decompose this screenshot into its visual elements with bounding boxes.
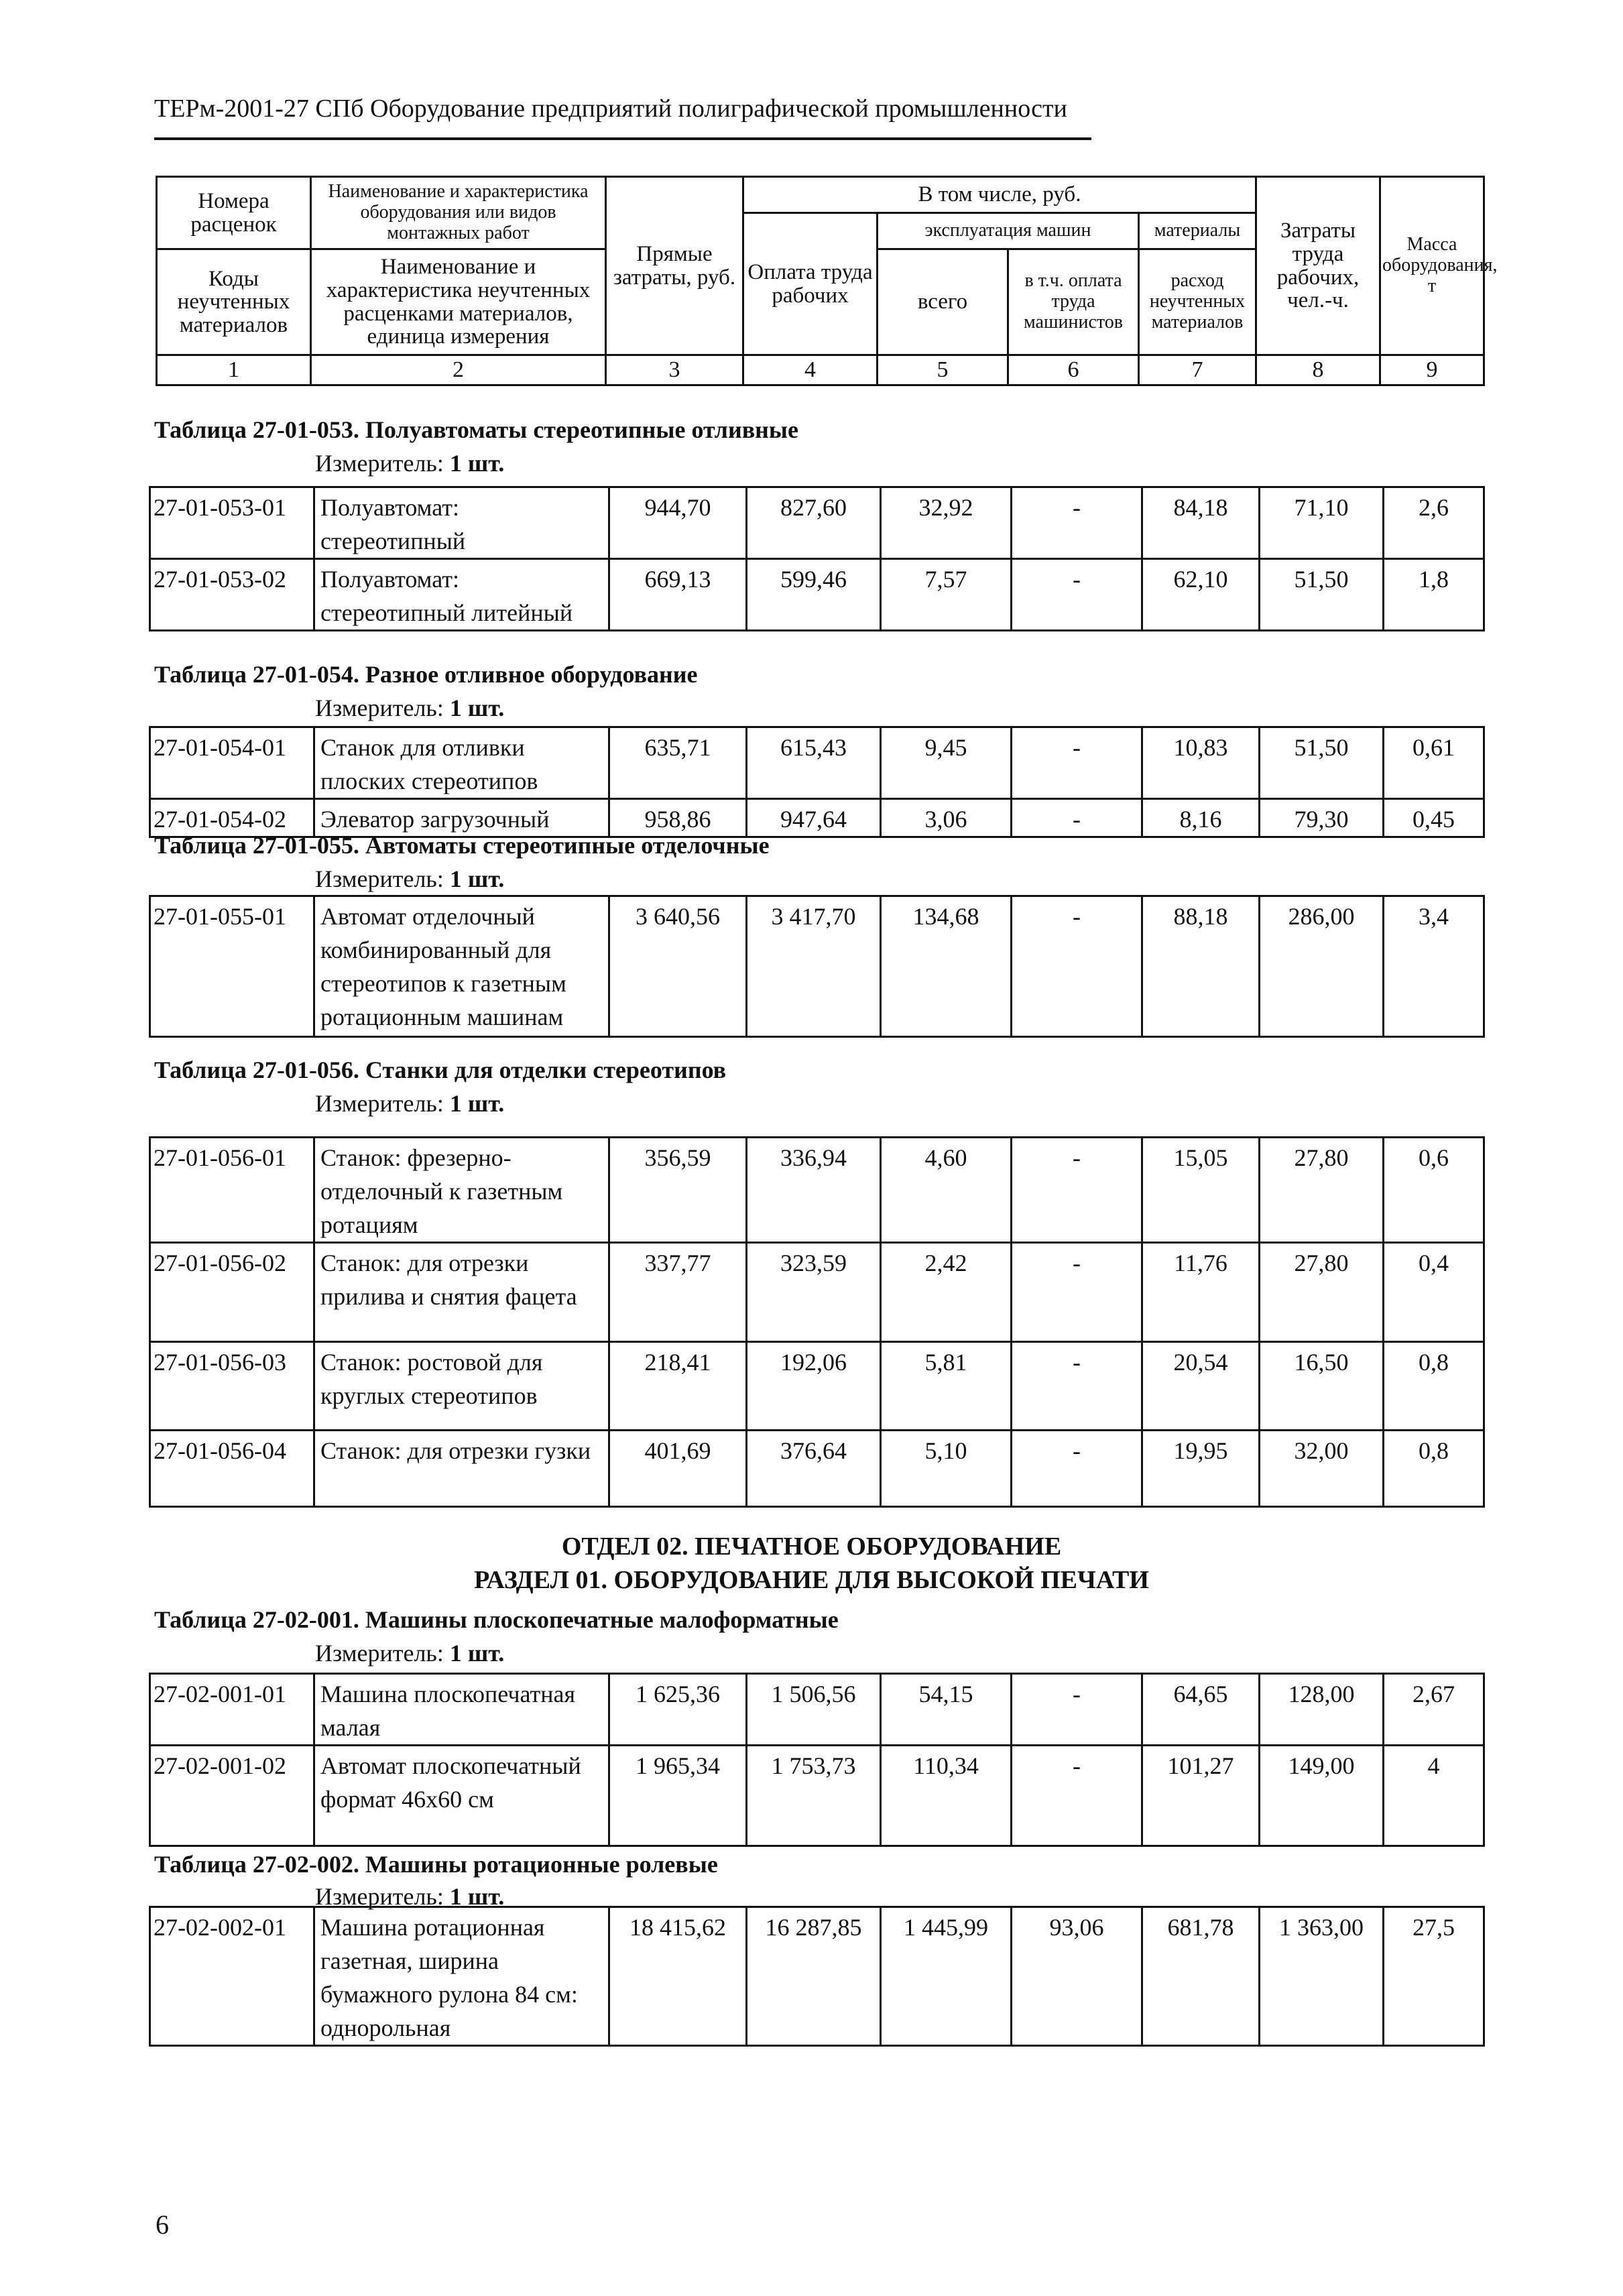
value-cell-5: 2,42 (881, 1243, 1012, 1342)
item-name-cell: Автомат плоскопечатный формат 46х60 см (314, 1746, 609, 1846)
rate-code-cell: 27-01-053-02 (150, 559, 314, 631)
value-cell-9: 1,8 (1384, 559, 1484, 631)
hdr-col1a: Номера расценок (157, 177, 311, 249)
table-row (150, 896, 1484, 1037)
value-cell-3: 401,69 (609, 1431, 747, 1507)
value-cell-8: 71,10 (1260, 487, 1384, 559)
value-cell-9: 27,5 (1384, 1907, 1484, 2046)
item-name-cell: Станок: ростовой для круглых стереотипов (314, 1342, 609, 1431)
value-cell-8: 149,00 (1260, 1746, 1384, 1846)
value-cell-8: 32,00 (1260, 1431, 1384, 1507)
hdr-col9: Масса оборудования, т (1380, 177, 1484, 355)
value-cell-9: 0,6 (1384, 1138, 1484, 1243)
hdr-num-4: 4 (743, 355, 878, 385)
hdr-col1b: Коды неучтенных материалов (157, 249, 311, 355)
value-cell-8: 27,80 (1260, 1138, 1384, 1243)
item-name-cell: Станок: фрезерно-отделочный к газетным ротациям (314, 1138, 609, 1243)
hdr-num-8: 8 (1256, 355, 1380, 385)
item-name-cell: Станок: для отрезки гузки (314, 1431, 609, 1507)
value-cell-5: 4,60 (881, 1138, 1012, 1243)
value-cell-7: 88,18 (1142, 896, 1260, 1037)
value-cell-8: 27,80 (1260, 1243, 1384, 1342)
value-cell-4: 1 753,73 (747, 1746, 881, 1846)
rate-code-cell: 27-01-056-04 (150, 1431, 314, 1507)
value-cell-6: 93,06 (1012, 1907, 1142, 2046)
unit-value: 1 шт. (449, 450, 505, 477)
value-cell-8: 16,50 (1260, 1342, 1384, 1431)
rate-code-cell: 27-01-056-02 (150, 1243, 314, 1342)
hdr-col5: всего (878, 249, 1008, 355)
value-cell-8: 286,00 (1260, 896, 1384, 1037)
table-row (150, 1907, 1484, 2046)
hdr-col4: Оплата труда рабочих (743, 213, 878, 355)
rate-code-cell: 27-01-056-03 (150, 1342, 314, 1431)
unit-value: 1 шт. (449, 694, 505, 721)
table-row (150, 1243, 1484, 1342)
unit-value: 1 шт. (449, 865, 505, 892)
value-cell-4: 1 506,56 (747, 1674, 881, 1746)
value-cell-5: 1 445,99 (881, 1907, 1012, 2046)
item-name-cell: Машина плоскопечатная малая (314, 1674, 609, 1746)
value-cell-6: - (1012, 727, 1142, 799)
table-unit (315, 694, 504, 722)
hdr-mat: материалы (1139, 213, 1256, 249)
item-name-cell: Машина ротационная газетная, ширина бумажного рулона 84 см: однорольная (314, 1907, 609, 2046)
value-cell-6: - (1012, 1243, 1142, 1342)
unit-label: Измеритель: (315, 694, 444, 721)
value-cell-5: 7,57 (881, 559, 1012, 631)
value-cell-4: 376,64 (747, 1431, 881, 1507)
running-header: ТЕРм-2001-27 СПб Оборудование предприятий полиграфической промышленности (154, 95, 1067, 123)
value-cell-6: - (1012, 487, 1142, 559)
value-cell-3: 944,70 (609, 487, 747, 559)
hdr-num-5: 5 (878, 355, 1008, 385)
hdr-num-7: 7 (1139, 355, 1256, 385)
value-cell-8: 51,50 (1260, 559, 1384, 631)
table-row (150, 1138, 1484, 1243)
hdr-num-6: 6 (1008, 355, 1139, 385)
unit-label: Измеритель: (315, 865, 444, 892)
value-cell-7: 11,76 (1142, 1243, 1260, 1342)
value-cell-4: 827,60 (747, 487, 881, 559)
value-cell-3: 669,13 (609, 559, 747, 631)
table-title: Таблица 27-01-053. Полуавтоматы стереотипные отливные (154, 416, 799, 443)
value-cell-9: 0,4 (1384, 1243, 1484, 1342)
hdr-num-1: 1 (157, 355, 311, 385)
value-cell-4: 615,43 (747, 727, 881, 799)
table-unit (315, 1639, 504, 1667)
unit-value: 1 шт. (449, 1090, 505, 1117)
value-cell-7: 84,18 (1142, 487, 1260, 559)
table-unit (315, 865, 504, 893)
unit-label: Измеритель: (315, 1883, 444, 1910)
section-title-otdel: ОТДЕЛ 02. ПЕЧАТНОЕ ОБОРУДОВАНИЕ (561, 1532, 1062, 1561)
item-name-cell: Полуавтомат: стереотипный (314, 487, 609, 559)
hdr-num-9: 9 (1380, 355, 1484, 385)
rate-code-cell: 27-02-001-01 (150, 1674, 314, 1746)
value-cell-6: - (1012, 1138, 1142, 1243)
rate-code-cell: 27-01-055-01 (150, 896, 314, 1037)
value-cell-3: 635,71 (609, 727, 747, 799)
value-cell-5: 110,34 (881, 1746, 1012, 1846)
value-cell-8: 1 363,00 (1260, 1907, 1384, 2046)
unit-label: Измеритель: (315, 1090, 444, 1117)
table-row (150, 487, 1484, 559)
unit-label: Измеритель: (315, 1640, 444, 1667)
value-cell-5: 9,45 (881, 727, 1012, 799)
rate-code-cell: 27-02-002-01 (150, 1907, 314, 2046)
value-cell-7: 8,16 (1142, 799, 1260, 837)
hdr-num-3: 3 (606, 355, 743, 385)
value-cell-3: 337,77 (609, 1243, 747, 1342)
value-cell-6: - (1012, 1746, 1142, 1846)
value-cell-8: 128,00 (1260, 1674, 1384, 1746)
table-row (150, 1431, 1484, 1507)
price-table (149, 895, 1485, 1038)
value-cell-6: - (1012, 559, 1142, 631)
hdr-col2a: Наименование и характеристика оборудования или видов монтажных работ (311, 177, 606, 249)
value-cell-6: - (1012, 896, 1142, 1037)
table-row (150, 1674, 1484, 1746)
value-cell-4: 16 287,85 (747, 1907, 881, 2046)
value-cell-3: 1 965,34 (609, 1746, 747, 1846)
value-cell-5: 32,92 (881, 487, 1012, 559)
table-row (150, 1342, 1484, 1431)
rate-code-cell: 27-01-054-01 (150, 727, 314, 799)
table-title: Таблица 27-02-002. Машины ротационные ролевые (154, 1851, 718, 1878)
value-cell-3: 18 415,62 (609, 1907, 747, 2046)
value-cell-3: 1 625,36 (609, 1674, 747, 1746)
value-cell-4: 3 417,70 (747, 896, 881, 1037)
value-cell-9: 0,61 (1384, 727, 1484, 799)
unit-label: Измеритель: (315, 450, 444, 477)
hdr-num-2: 2 (311, 355, 606, 385)
table-title: Таблица 27-01-056. Станки для отделки стереотипов (154, 1056, 727, 1083)
table-title: Таблица 27-01-054. Разное отливное оборудование (154, 661, 698, 688)
value-cell-6: - (1012, 1674, 1142, 1746)
value-cell-5: 134,68 (881, 896, 1012, 1037)
value-cell-9: 0,8 (1384, 1431, 1484, 1507)
value-cell-5: 3,06 (881, 799, 1012, 837)
value-cell-7: 64,65 (1142, 1674, 1260, 1746)
value-cell-7: 19,95 (1142, 1431, 1260, 1507)
value-cell-7: 20,54 (1142, 1342, 1260, 1431)
value-cell-6: - (1012, 1431, 1142, 1507)
header-rule (154, 137, 1091, 140)
value-cell-3: 3 640,56 (609, 896, 747, 1037)
value-cell-9: 2,6 (1384, 487, 1484, 559)
value-cell-7: 62,10 (1142, 559, 1260, 631)
value-cell-9: 3,4 (1384, 896, 1484, 1037)
rate-code-cell: 27-01-056-01 (150, 1138, 314, 1243)
value-cell-7: 101,27 (1142, 1746, 1260, 1846)
hdr-col8: Затраты труда рабочих, чел.-ч. (1256, 177, 1380, 355)
section-title-razdel: РАЗДЕЛ 01. ОБОРУДОВАНИЕ ДЛЯ ВЫСОКОЙ ПЕЧАТИ (474, 1566, 1149, 1594)
item-name-cell: Автомат отделочный комбинированный для стереотипов к газетным ротационным машинам (314, 896, 609, 1037)
value-cell-6: - (1012, 1342, 1142, 1431)
table-title: Таблица 27-01-055. Автоматы стереотипные отделочные (154, 832, 770, 859)
rate-code-cell: 27-02-001-02 (150, 1746, 314, 1846)
table-row (150, 727, 1484, 799)
value-cell-5: 5,10 (881, 1431, 1012, 1507)
value-cell-9: 0,45 (1384, 799, 1484, 837)
price-table (149, 1136, 1485, 1508)
rate-code-cell: 27-01-054-02 (150, 799, 314, 837)
value-cell-3: 218,41 (609, 1342, 747, 1431)
value-cell-5: 54,15 (881, 1674, 1012, 1746)
value-cell-9: 2,67 (1384, 1674, 1484, 1746)
value-cell-3: 958,86 (609, 799, 747, 837)
hdr-col2b: Наименование и характеристика неучтенных расценками материалов, единица измерения (311, 249, 606, 355)
rate-code-cell: 27-01-053-01 (150, 487, 314, 559)
price-table (149, 1673, 1485, 1847)
price-table (149, 1906, 1485, 2047)
value-cell-9: 0,8 (1384, 1342, 1484, 1431)
hdr-col3: Прямые затраты, руб. (606, 177, 743, 355)
hdr-col6: в т.ч. оплата труда машинистов (1008, 249, 1139, 355)
table-unit (315, 1089, 504, 1117)
table-row (150, 1746, 1484, 1846)
hdr-incl: В том числе, руб. (743, 177, 1256, 213)
table-row (150, 559, 1484, 631)
value-cell-8: 51,50 (1260, 727, 1384, 799)
value-cell-7: 15,05 (1142, 1138, 1260, 1243)
page-number: 6 (156, 2210, 169, 2240)
table-unit (315, 449, 504, 477)
price-table (149, 486, 1485, 631)
table-title: Таблица 27-02-001. Машины плоскопечатные малоформатные (154, 1606, 839, 1633)
value-cell-4: 947,64 (747, 799, 881, 837)
value-cell-4: 192,06 (747, 1342, 881, 1431)
value-cell-5: 5,81 (881, 1342, 1012, 1431)
item-name-cell: Полуавтомат: стереотипный литейный (314, 559, 609, 631)
value-cell-4: 599,46 (747, 559, 881, 631)
value-cell-7: 10,83 (1142, 727, 1260, 799)
hdr-col7: расход неучтенных материалов (1139, 249, 1256, 355)
unit-value: 1 шт. (449, 1640, 505, 1667)
value-cell-7: 681,78 (1142, 1907, 1260, 2046)
value-cell-3: 356,59 (609, 1138, 747, 1243)
value-cell-8: 79,30 (1260, 799, 1384, 837)
value-cell-4: 323,59 (747, 1243, 881, 1342)
value-cell-9: 4 (1384, 1746, 1484, 1846)
column-header-table (156, 176, 1498, 386)
hdr-exp: эксплуатация машин (878, 213, 1139, 249)
unit-value: 1 шт. (449, 1883, 505, 1910)
item-name-cell: Станок: для отрезки прилива и снятия фацета (314, 1243, 609, 1342)
price-table (149, 726, 1485, 838)
item-name-cell: Элеватор загрузочный (314, 799, 609, 837)
value-cell-4: 336,94 (747, 1138, 881, 1243)
item-name-cell: Станок для отливки плоских стереотипов (314, 727, 609, 799)
value-cell-6: - (1012, 799, 1142, 837)
